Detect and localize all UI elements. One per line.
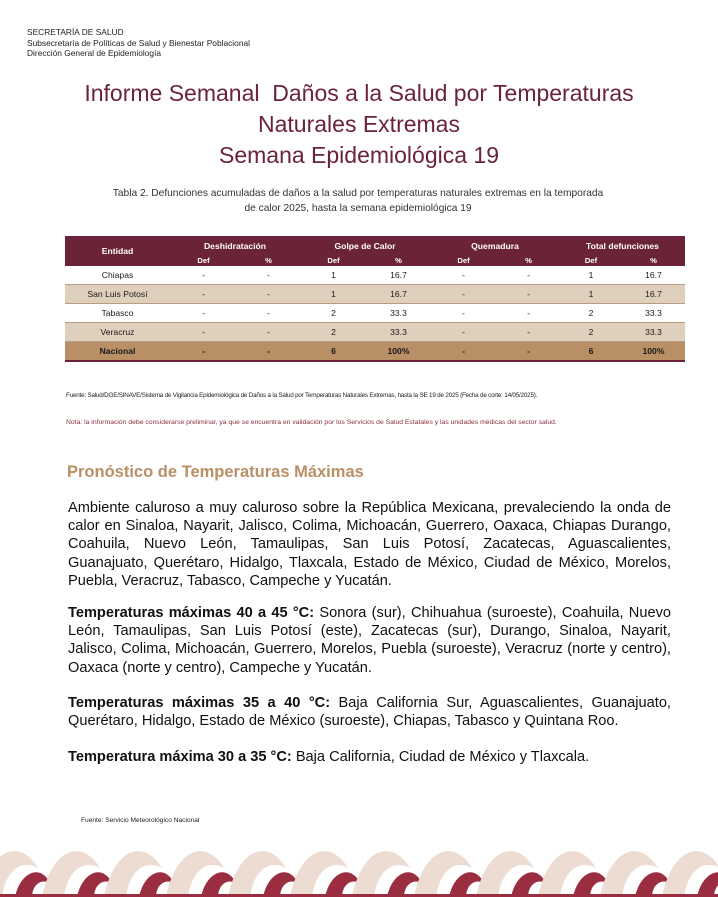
cell: 16.7 [367, 285, 430, 304]
subcol-def: Def [560, 255, 622, 266]
cell: - [237, 342, 300, 362]
preliminary-note: Nota: la información debe considerarse preliminar, ya que se encuentra en validación por los Servicios de Salud Estatales y las unidades médicas del sector salud. [66, 419, 557, 426]
table-caption [56, 186, 660, 216]
cell: - [430, 285, 497, 304]
cell: 2 [560, 304, 622, 323]
title-line-1: Informe Semanal Daños a la Salud por Temperaturas [84, 80, 634, 106]
cell: 16.7 [367, 266, 430, 285]
range-text: Baja California Sur, Aguascalientes, Guanajuato, Querétaro, Hidalgo, Estado de México (suroeste), Chiapas, Tabasco y Quintana Roo. [68, 695, 671, 730]
title-line-3: Semana Epidemiológica 19 [218, 142, 499, 168]
cell-entity: Tabasco [65, 304, 170, 323]
cell: - [497, 266, 560, 285]
cell: - [237, 323, 300, 342]
header-direccion: Dirección General de Epidemiología [27, 48, 162, 59]
table-row [65, 323, 685, 342]
cell: - [430, 323, 497, 342]
forecast-range-40-45 [68, 604, 671, 677]
cell: 33.3 [367, 304, 430, 323]
report-title [0, 78, 718, 171]
table-row [65, 285, 685, 304]
deaths-table [65, 236, 685, 362]
table-row [65, 304, 685, 323]
col-group-quemadura: Quemadura [430, 236, 560, 255]
cell: - [237, 304, 300, 323]
subcol-def: Def [430, 255, 497, 266]
cell: - [237, 266, 300, 285]
cell: 1 [560, 266, 622, 285]
cell: 2 [560, 323, 622, 342]
cell: - [430, 266, 497, 285]
subcol-pct: % [237, 255, 300, 266]
range-text: Sonora (sur), Chihuahua (suroeste), Coahuila, Nuevo León, Tamaulipas, San Luis Potosí (este), Zacatecas (sur), Durango, Sinaloa, Nayarit, Jalisco, Colima, Michoacán, Guerrero, Morelos, Puebla (suroeste), Veracruz (norte y centro), Oaxaca (norte y centro), Campeche y Yucatán. [68, 605, 671, 676]
subcol-def: Def [300, 255, 367, 266]
cell: - [497, 342, 560, 362]
col-entidad: Entidad [65, 236, 170, 266]
cell: 1 [300, 266, 367, 285]
cell-entity: Chiapas [65, 266, 170, 285]
cell: 33.3 [622, 323, 685, 342]
range-label: Temperaturas máximas 35 a 40 °C: [68, 695, 331, 711]
cell-entity: Nacional [65, 342, 170, 362]
cell: - [170, 285, 237, 304]
cell: - [170, 323, 237, 342]
cell: 2 [300, 304, 367, 323]
col-group-deshidratacion: Deshidratación [170, 236, 300, 255]
document-header [27, 27, 250, 59]
caption-line-1: Tabla 2. Defunciones acumuladas de daños a la salud por temperaturas naturales extremas en la temporada [112, 188, 604, 199]
table-source-note: Fuente: Salud/DGE/SINAVE/Sistema de Vigilancia Epidemiológica de Daños a la Salud por Temperaturas Naturales Extremas, hasta la SE 19 de 2025 (Fecha de corte: 14/05/2025). [66, 392, 538, 399]
col-group-total: Total defunciones [560, 236, 685, 255]
cell: 6 [560, 342, 622, 362]
forecast-intro: Ambiente caluroso a muy caluroso sobre la República Mexicana, prevaleciendo la onda de calor en Sinaloa, Nayarit, Jalisco, Colima, Michoacán, Guerrero, Oaxaca, Chiapas Durango, Coahuila, Nuevo León, Tamaulipas, San Luis Potosí, Zacatecas, Aguascalientes, Guanajuato, Querétaro, Hidalgo, Tlaxcala, Estado de México, Ciudad de México, Morelos, Puebla, Veracruz, Tabasco, Campeche y Yucatán. [68, 500, 671, 589]
subcol-pct: % [367, 255, 430, 266]
cell: - [170, 342, 237, 362]
cell: 1 [300, 285, 367, 304]
cell: - [497, 323, 560, 342]
cell: 100% [622, 342, 685, 362]
subcol-def: Def [170, 255, 237, 266]
subcol-pct: % [497, 255, 560, 266]
cell: 6 [300, 342, 367, 362]
cell: 1 [560, 285, 622, 304]
cell: - [170, 304, 237, 323]
cell: - [430, 342, 497, 362]
cell: - [497, 304, 560, 323]
decorative-footer-band [0, 828, 718, 897]
cell: - [237, 285, 300, 304]
table-row [65, 266, 685, 285]
forecast-range-30-35 [68, 748, 671, 766]
caption-line-2: de calor 2025, hasta la semana epidemiológica 19 [244, 203, 472, 214]
range-label: Temperatura máxima 30 a 35 °C: [68, 749, 292, 765]
cell-entity: San Luis Potosí [65, 285, 170, 304]
cell: - [497, 285, 560, 304]
cell: 100% [367, 342, 430, 362]
range-text: Baja California, Ciudad de México y Tlaxcala. [291, 749, 590, 765]
header-secretaria: SECRETARÍA DE SALUD [27, 27, 124, 37]
cell: 16.7 [622, 266, 685, 285]
forecast-range-35-40 [68, 694, 671, 730]
cell: 16.7 [622, 285, 685, 304]
title-line-2: Naturales Extremas [258, 111, 460, 137]
col-group-golpe-calor: Golpe de Calor [300, 236, 430, 255]
range-label: Temperaturas máximas 40 a 45 °C: [68, 605, 315, 621]
cell: 2 [300, 323, 367, 342]
table-total-row [65, 342, 685, 362]
cell: - [430, 304, 497, 323]
forecast-source: Fuente: Servicio Meteorológico Nacional [81, 817, 200, 824]
cell-entity: Veracruz [65, 323, 170, 342]
cell: - [170, 266, 237, 285]
cell: 33.3 [367, 323, 430, 342]
section-heading: Pronóstico de Temperaturas Máximas [67, 463, 364, 481]
cell: 33.3 [622, 304, 685, 323]
subcol-pct: % [622, 255, 685, 266]
header-subsecretaria: Subsecretaría de Políticas de Salud y Bienestar Poblacional [27, 37, 251, 48]
